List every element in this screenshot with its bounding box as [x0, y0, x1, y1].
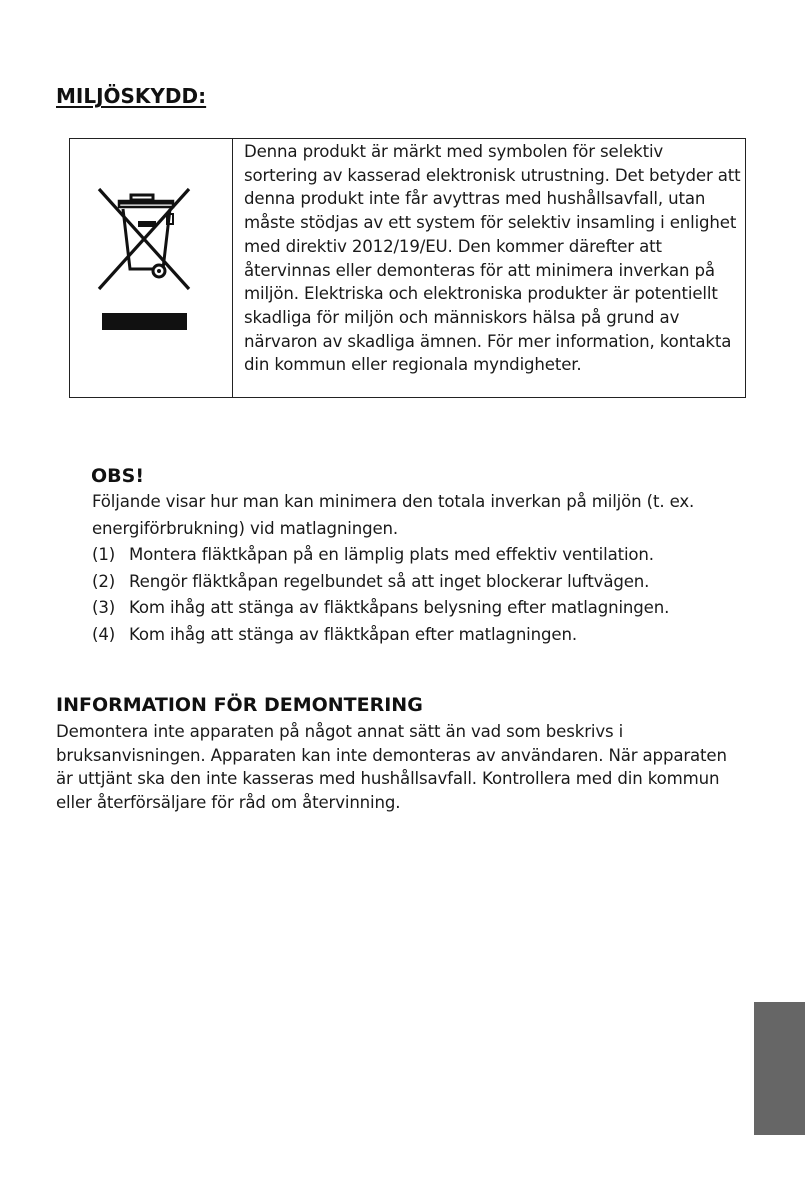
note-body — [92, 489, 782, 648]
note-item-text: Montera fläktkåpan på en lämplig plats med effektiv ventilation. — [129, 545, 654, 564]
environment-heading: MILJÖSKYDD: — [56, 84, 207, 108]
note-intro: Följande visar hur man kan minimera den totala inverkan på miljön (t. ex. energiförbrukning) vid matlagningen. — [92, 492, 695, 538]
weee-icon-cell — [70, 139, 233, 397]
note-item-number: (2) — [92, 571, 116, 591]
note-heading: OBS! — [91, 465, 144, 487]
note-list-item — [92, 542, 782, 569]
note-item-text: Rengör fläktkåpan regelbundet så att inget blockerar luftvägen. — [129, 571, 650, 591]
note-item-number: (4) — [92, 624, 116, 644]
language-side-tab — [754, 1002, 805, 1135]
crossed-out-wheelie-bin-icon — [93, 187, 197, 295]
note-item-number: (3) — [92, 598, 116, 617]
weee-info-table — [69, 138, 746, 398]
note-list-item — [92, 569, 782, 596]
note-list-item — [92, 622, 782, 649]
note-item-number: (1) — [92, 545, 116, 564]
note-item-text: Kom ihåg att stänga av fläktkåpans belysning efter matlagningen. — [129, 598, 670, 617]
note-item-text: Kom ihåg att stänga av fläktkåpan efter matlagningen. — [129, 624, 577, 644]
weee-description: Denna produkt är märkt med symbolen för selektiv sortering av kasserad elektronisk utrustning. Det betyder att denna produkt inte får avyttras med hushållsavfall, utan måste stödjas av ett system för selektiv insamling i enlighet med direktiv 2012/19/EU. Den kommer därefter att återvinnas eller demonteras för att minimera inverkan på miljön. Elektriska och elektroniska produkter är potentiellt skadliga för miljön och människors hälsa på grund av närvaron av skadliga ämnen. För mer information, kontakta din kommun eller regionala myndigheter. — [244, 142, 741, 375]
note-list-item — [92, 595, 782, 622]
note-list — [92, 542, 782, 648]
weee-solid-bar — [102, 313, 187, 330]
disassembly-heading: INFORMATION FÖR DEMONTERING — [56, 694, 423, 716]
disassembly-body: Demontera inte apparaten på något annat sätt än vad som beskrivs i bruksanvisningen. Apparaten kan inte demonteras av användaren. När apparaten är uttjänt ska den inte kasseras med hushållsavfall. Kontrollera med din kommun eller återförsäljare för råd om återvinning. — [56, 722, 727, 813]
